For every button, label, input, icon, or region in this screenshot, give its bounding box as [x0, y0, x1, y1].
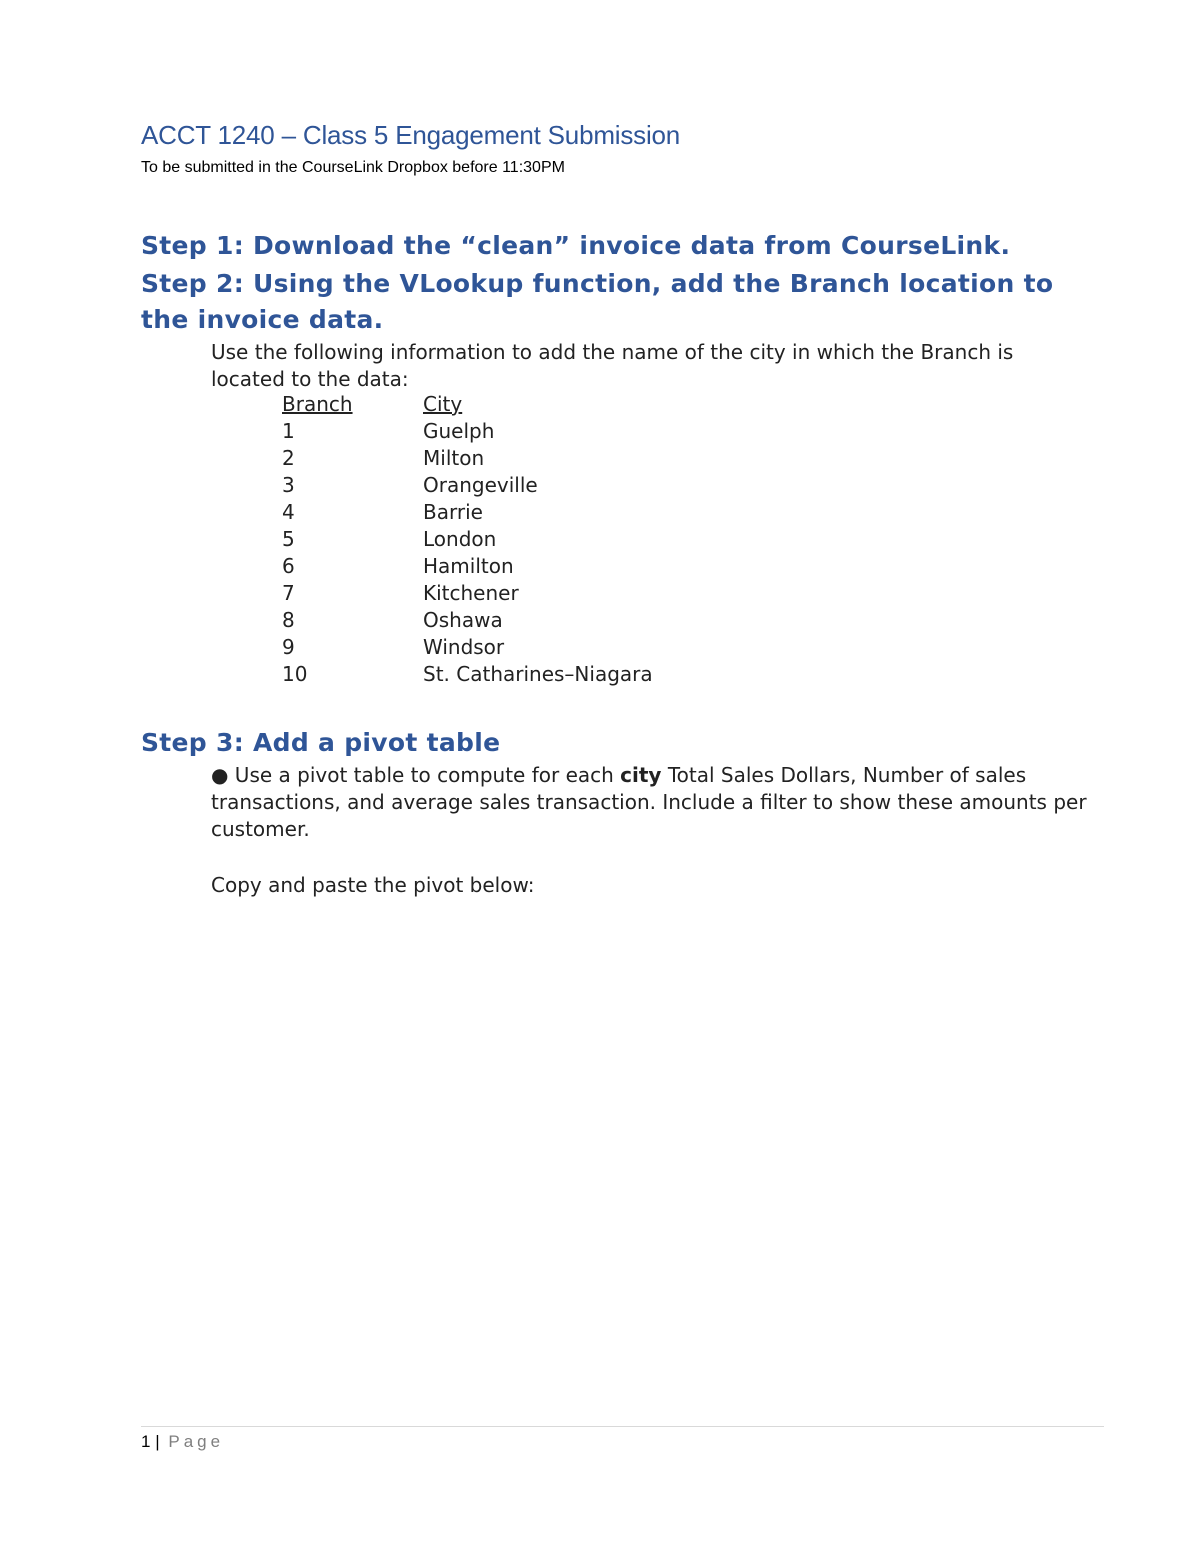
city-cell: Oshawa — [423, 608, 503, 632]
branch-cell: 1 — [282, 419, 295, 443]
city-cell: Orangeville — [423, 473, 538, 497]
branch-cell: 6 — [282, 554, 295, 578]
bullet-text-bold: city — [620, 763, 662, 787]
footer-separator: | — [155, 1432, 160, 1451]
city-cell: Barrie — [423, 500, 483, 524]
branch-cell: 8 — [282, 608, 295, 632]
footer-divider — [141, 1426, 1104, 1427]
branch-cell: 3 — [282, 473, 295, 497]
bullet-text-start: Use a pivot table to compute for each — [228, 763, 621, 787]
branch-cell: 10 — [282, 662, 308, 686]
city-column-header: City — [423, 392, 463, 416]
branch-cell: 2 — [282, 446, 295, 470]
page-number: 1 — [141, 1432, 151, 1451]
city-cell: Milton — [423, 446, 485, 470]
city-cell: Kitchener — [423, 581, 519, 605]
branch-cell: 7 — [282, 581, 295, 605]
bullet-text-end: Total Sales Dollars, Number of sales transactions, and average sales transaction. Include a filter to show these amounts per customer. — [211, 763, 1087, 841]
step-2-instructions: Use the following information to add the name of the city in which the Branch is located to the data: — [211, 340, 1014, 391]
city-cell: Hamilton — [423, 554, 514, 578]
copy-paste-instruction: Copy and paste the pivot below: — [211, 873, 535, 897]
page-title: ACCT 1240 – Class 5 Engagement Submission — [141, 120, 681, 150]
page-label: Page — [168, 1432, 225, 1451]
branch-cell: 9 — [282, 635, 295, 659]
city-cell: Guelph — [423, 419, 495, 443]
step-3-bullet — [211, 762, 1091, 843]
step-1-heading: Step 1: Download the “clean” invoice data from CourseLink. — [141, 231, 1011, 260]
bullet-icon: ● — [211, 763, 229, 787]
branch-cell: 4 — [282, 500, 295, 524]
step-2-heading: Step 2: Using the VLookup function, add the Branch location to the invoice data. — [141, 269, 1054, 334]
step-3-heading: Step 3: Add a pivot table — [141, 728, 501, 757]
branch-cell: 5 — [282, 527, 295, 551]
branch-column-header: Branch — [282, 392, 353, 416]
page-footer — [141, 1432, 224, 1452]
city-cell: Windsor — [423, 635, 505, 659]
city-cell: London — [423, 527, 497, 551]
city-cell: St. Catharines–Niagara — [423, 662, 653, 686]
page-subtitle: To be submitted in the CourseLink Dropbox before 11:30PM — [141, 159, 565, 176]
